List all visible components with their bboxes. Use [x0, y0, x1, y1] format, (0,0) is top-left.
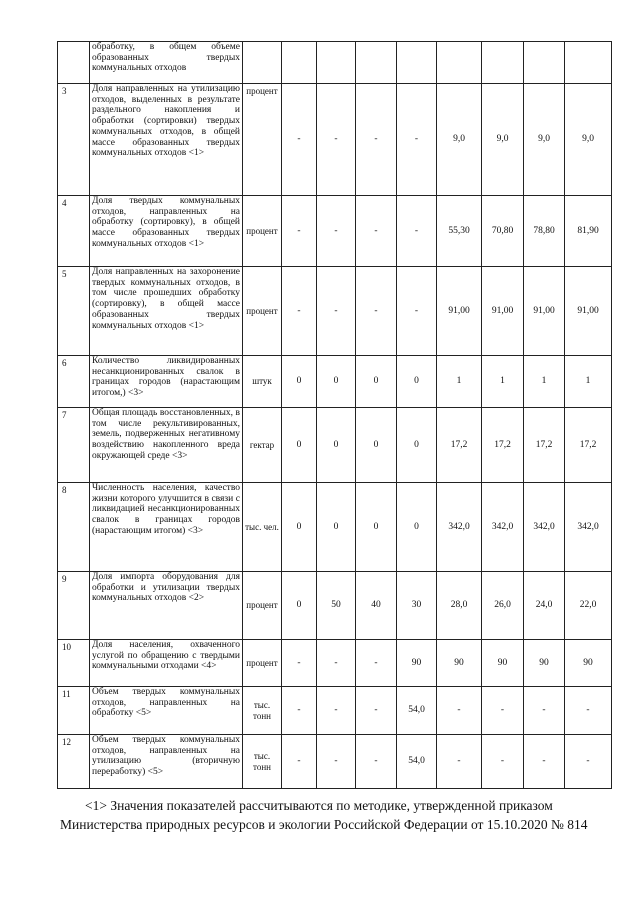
value-cell: [524, 42, 565, 84]
value-cell: 78,80: [524, 196, 565, 267]
value-cell: 90: [565, 640, 612, 687]
value-cell: -: [282, 84, 317, 196]
value-cell: 9,0: [437, 84, 482, 196]
value-cell: -: [282, 267, 317, 356]
table-row: [58, 640, 612, 687]
value-cell: 342,0: [437, 483, 482, 572]
value-cell: 0: [282, 408, 317, 483]
row-number: 10: [58, 640, 90, 687]
value-cell: -: [524, 735, 565, 789]
value-cell: 17,2: [482, 408, 524, 483]
value-cell: 0: [356, 408, 397, 483]
unit-cell: процент: [243, 196, 282, 267]
value-cell: -: [317, 687, 356, 735]
unit-cell: процент: [243, 640, 282, 687]
value-cell: -: [397, 84, 437, 196]
value-cell: -: [282, 640, 317, 687]
row-number: 8: [58, 483, 90, 572]
value-cell: -: [356, 640, 397, 687]
indicator-name: Общая площадь восстановленных, в том числе рекультивированных, земель, подверженных негативному воздействию накопленного вреда окружающей среде <3>: [90, 408, 243, 483]
indicators-table: [57, 41, 612, 789]
value-cell: -: [565, 735, 612, 789]
table-row: [58, 267, 612, 356]
value-cell: 342,0: [565, 483, 612, 572]
value-cell: -: [356, 735, 397, 789]
value-cell: 28,0: [437, 572, 482, 640]
value-cell: -: [397, 267, 437, 356]
footnote-line-2: Министерства природных ресурсов и экологии Российской Федерации от 15.10.2020 № 814: [60, 817, 588, 832]
value-cell: 0: [317, 408, 356, 483]
value-cell: 0: [282, 483, 317, 572]
row-number: [58, 42, 90, 84]
value-cell: 90: [482, 640, 524, 687]
value-cell: -: [437, 687, 482, 735]
value-cell: -: [317, 735, 356, 789]
indicator-name: Доля импорта оборудования для обработки и утилизации твердых коммунальных отходов <2>: [90, 572, 243, 640]
table-row: [58, 84, 612, 196]
value-cell: 0: [397, 483, 437, 572]
unit-cell: гектар: [243, 408, 282, 483]
value-cell: 17,2: [524, 408, 565, 483]
value-cell: -: [282, 196, 317, 267]
value-cell: 90: [524, 640, 565, 687]
row-number: 7: [58, 408, 90, 483]
table-row: [58, 356, 612, 408]
value-cell: [356, 42, 397, 84]
unit-cell: тыс. тонн: [243, 735, 282, 789]
value-cell: -: [437, 735, 482, 789]
indicator-name: Доля твердых коммунальных отходов, направленных на обработку (сортировку), в общей массе образованных твердых коммунальных отходов <1>: [90, 196, 243, 267]
unit-cell: тыс. чел.: [243, 483, 282, 572]
unit-cell: штук: [243, 356, 282, 408]
value-cell: -: [397, 196, 437, 267]
unit-cell: процент: [243, 84, 282, 196]
value-cell: 342,0: [482, 483, 524, 572]
value-cell: 91,00: [524, 267, 565, 356]
indicator-name: Объем твердых коммунальных отходов, направленных на обработку <5>: [90, 687, 243, 735]
value-cell: 1: [565, 356, 612, 408]
value-cell: 17,2: [565, 408, 612, 483]
value-cell: 91,00: [437, 267, 482, 356]
table-row: [58, 483, 612, 572]
value-cell: 0: [317, 483, 356, 572]
indicator-name: Доля населения, охваченного услугой по обращению с твердыми коммунальными отходами <4>: [90, 640, 243, 687]
indicator-name: Количество ликвидированных несанкционированных свалок в границах городов (нарастающим итогом,) <3>: [90, 356, 243, 408]
table-row: [58, 687, 612, 735]
value-cell: 0: [356, 483, 397, 572]
value-cell: [282, 42, 317, 84]
value-cell: 0: [282, 572, 317, 640]
indicator-name: Доля направленных на утилизацию отходов, выделенных в результате раздельного накопления и обработки (сортировки) твердых коммунальных отходов, в общей массе образованных твердых коммунальных отходов <1>: [90, 84, 243, 196]
value-cell: -: [482, 735, 524, 789]
value-cell: 55,30: [437, 196, 482, 267]
value-cell: 342,0: [524, 483, 565, 572]
value-cell: [397, 42, 437, 84]
value-cell: 17,2: [437, 408, 482, 483]
indicator-name: обработку, в общем объеме образованных твердых коммунальных отходов: [90, 42, 243, 84]
value-cell: -: [482, 687, 524, 735]
value-cell: 1: [482, 356, 524, 408]
table-row: [58, 735, 612, 789]
value-cell: 81,90: [565, 196, 612, 267]
value-cell: [317, 42, 356, 84]
value-cell: 1: [524, 356, 565, 408]
value-cell: -: [356, 687, 397, 735]
row-number: 6: [58, 356, 90, 408]
value-cell: 9,0: [482, 84, 524, 196]
value-cell: 24,0: [524, 572, 565, 640]
value-cell: 0: [317, 356, 356, 408]
value-cell: -: [356, 267, 397, 356]
value-cell: 90: [397, 640, 437, 687]
unit-cell: [243, 42, 282, 84]
value-cell: 54,0: [397, 735, 437, 789]
row-number: 5: [58, 267, 90, 356]
value-cell: 9,0: [524, 84, 565, 196]
value-cell: 9,0: [565, 84, 612, 196]
value-cell: 0: [356, 356, 397, 408]
unit-cell: тыс. тонн: [243, 687, 282, 735]
footnote-line-1: <1> Значения показателей рассчитываются по методике, утвержденной приказом: [85, 798, 553, 813]
value-cell: 54,0: [397, 687, 437, 735]
value-cell: -: [356, 84, 397, 196]
unit-cell: процент: [243, 267, 282, 356]
value-cell: 90: [437, 640, 482, 687]
value-cell: -: [317, 267, 356, 356]
value-cell: -: [317, 196, 356, 267]
row-number: 3: [58, 84, 90, 196]
value-cell: 0: [397, 408, 437, 483]
value-cell: 1: [437, 356, 482, 408]
row-number: 4: [58, 196, 90, 267]
table-row: [58, 572, 612, 640]
table-row: [58, 196, 612, 267]
footnote: [60, 796, 613, 834]
value-cell: 40: [356, 572, 397, 640]
value-cell: -: [565, 687, 612, 735]
value-cell: -: [317, 84, 356, 196]
table-row: [58, 408, 612, 483]
value-cell: 0: [397, 356, 437, 408]
value-cell: [565, 42, 612, 84]
value-cell: 30: [397, 572, 437, 640]
value-cell: 91,00: [482, 267, 524, 356]
table-row: [58, 42, 612, 84]
value-cell: -: [317, 640, 356, 687]
value-cell: 91,00: [565, 267, 612, 356]
indicator-name: Объем твердых коммунальных отходов, направленных на утилизацию (вторичную переработку) <5>: [90, 735, 243, 789]
indicator-name: Численность населения, качество жизни которого улучшится в связи с ликвидацией несанкционированных свалок в границах городов (нарастающим итогом) <3>: [90, 483, 243, 572]
row-number: 11: [58, 687, 90, 735]
value-cell: 50: [317, 572, 356, 640]
value-cell: 22,0: [565, 572, 612, 640]
value-cell: 0: [282, 356, 317, 408]
unit-cell: процент: [243, 572, 282, 640]
indicator-name: Доля направленных на захоронение твердых коммунальных отходов, в том числе прошедших обработку (сортировку), в общей массе образованных твердых коммунальных отходов <1>: [90, 267, 243, 356]
value-cell: -: [524, 687, 565, 735]
row-number: 9: [58, 572, 90, 640]
value-cell: 70,80: [482, 196, 524, 267]
value-cell: 26,0: [482, 572, 524, 640]
row-number: 12: [58, 735, 90, 789]
value-cell: [437, 42, 482, 84]
value-cell: -: [356, 196, 397, 267]
value-cell: -: [282, 735, 317, 789]
value-cell: -: [282, 687, 317, 735]
value-cell: [482, 42, 524, 84]
